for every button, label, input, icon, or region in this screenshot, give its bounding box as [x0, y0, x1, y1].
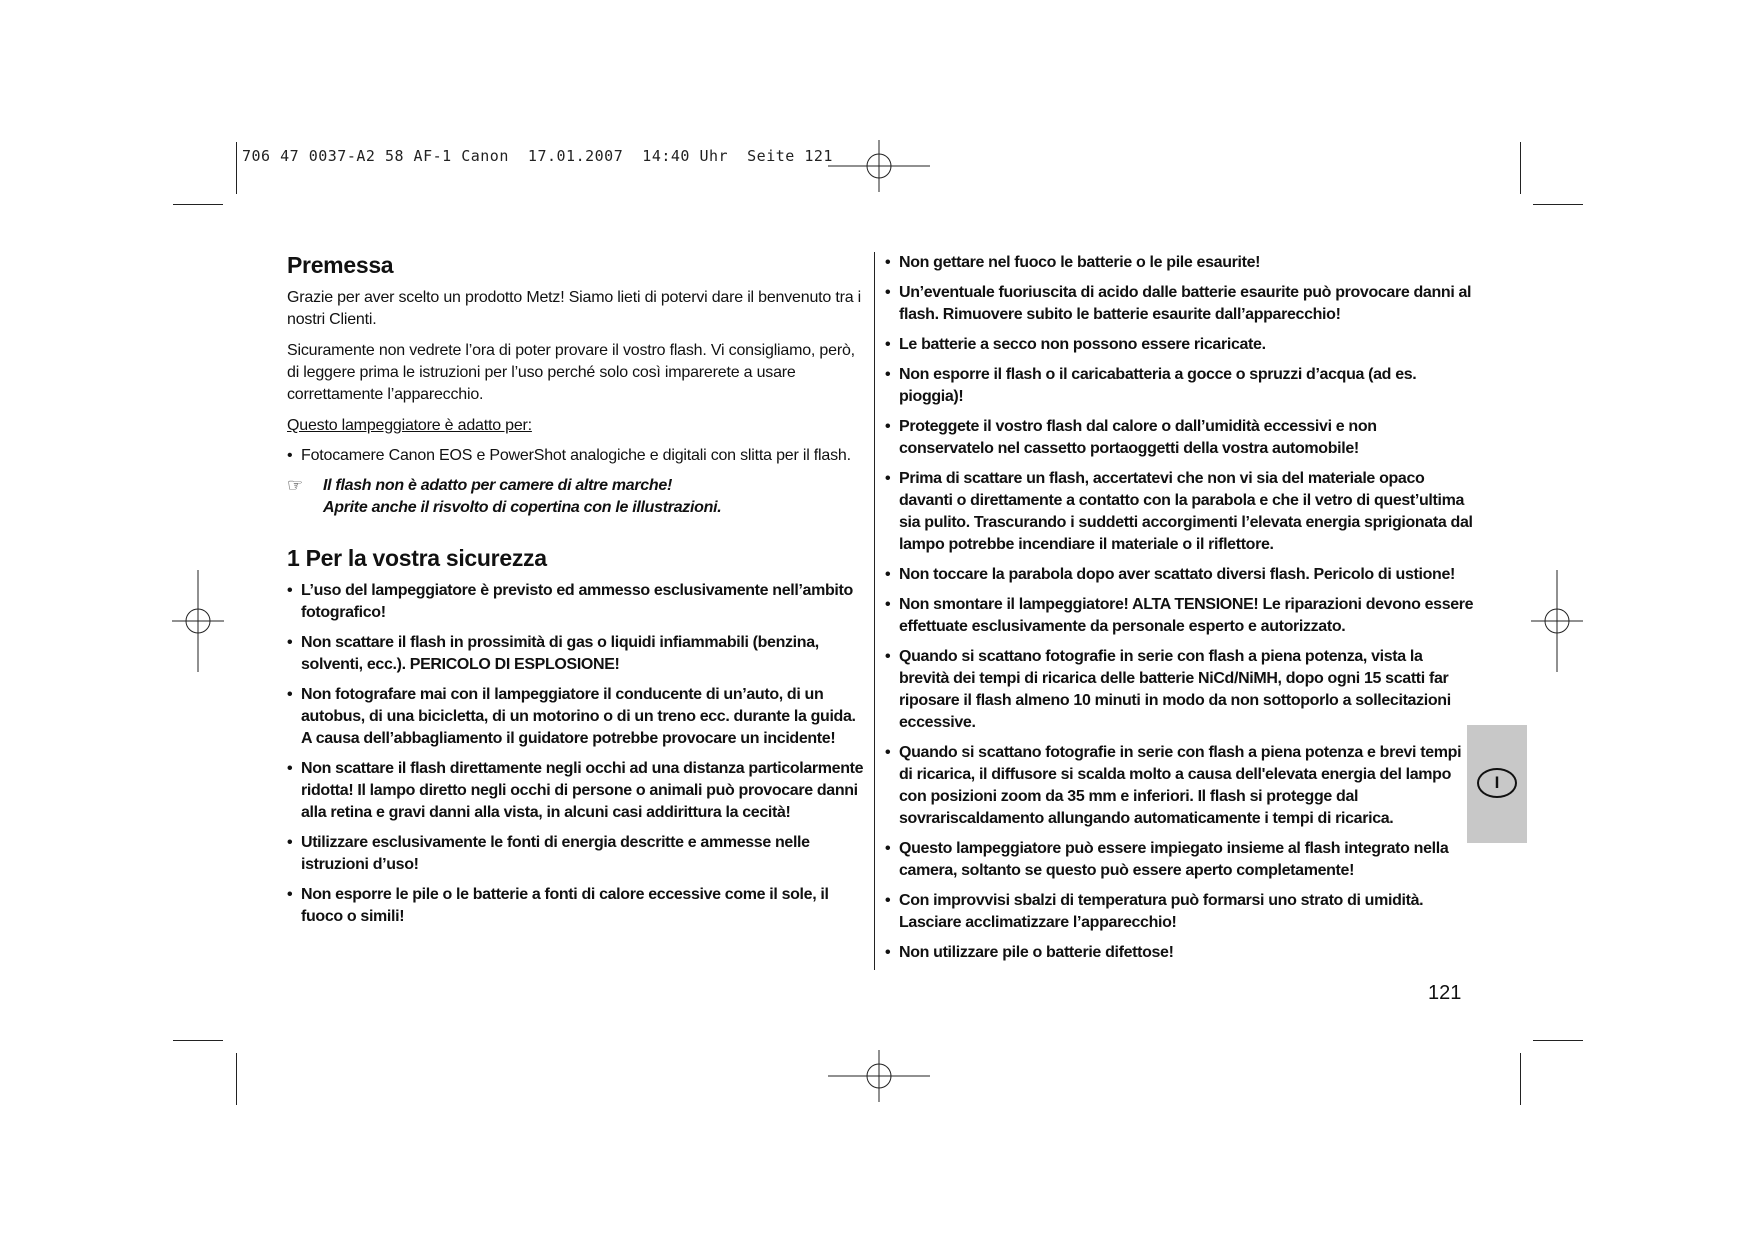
list-item: • Quando si scattano fotografie in serie con flash a piena potenza, vista la brevità dei tempi di ricarica delle batterie NiCd/NiMH, dopo ogni 15 scatti far riposare il flash almeno 10 minuti in modo da non sottoporlo a sollecitazioni eccessive.	[885, 646, 1475, 734]
language-tab	[1467, 725, 1527, 843]
intro-paragraph: Grazie per aver scelto un prodotto Metz! Siamo lieti di potervi dare il benvenuto tra i nostri Clienti.	[287, 289, 862, 328]
list-item: • Non toccare la parabola dopo aver scattato diversi flash. Pericolo di ustione!	[885, 564, 1475, 586]
crop-mark	[1533, 1040, 1583, 1041]
suitable-list	[287, 445, 867, 467]
list-item: • Non esporre il flash o il caricabatteria a gocce o spruzzi d’acqua (ad es. pioggia)!	[885, 364, 1475, 408]
intro-paragraph: Sicuramente non vedrete l’ora di poter provare il vostro flash. Vi consigliamo, però, di leggere prima le istruzioni per l’uso perché solo così imparerete a usare correttamente l’apparecchio.	[287, 342, 855, 403]
safety-list-continued	[885, 252, 1475, 964]
crop-mark	[1533, 204, 1583, 205]
list-item: • Questo lampeggiatore può essere impiegato insieme al flash integrato nella camera, soltanto se questo può essere aperto completamente!	[885, 838, 1475, 882]
page-number: 121	[1428, 982, 1462, 1004]
crop-mark	[236, 142, 237, 194]
crop-mark	[173, 1040, 223, 1041]
list-item: • Con improvvisi sbalzi di temperatura può formarsi uno strato di umidità. Lasciare acclimatizzare l’apparecchio!	[885, 890, 1475, 934]
registration-mark-icon	[828, 1050, 930, 1102]
note-line: Il flash non è adatto per camere di altre marche!	[323, 477, 672, 494]
list-item: • Non smontare il lampeggiatore! ALTA TENSIONE! Le riparazioni devono essere effettuate esclusivamente da personale esperto e autorizzato.	[885, 594, 1475, 638]
print-slug: 706 47 0037-A2 58 AF-1 Canon 17.01.2007 14:40 Uhr Seite 121	[242, 147, 833, 165]
right-column	[885, 252, 1475, 972]
crop-mark	[1520, 1053, 1521, 1105]
column-divider	[874, 252, 875, 970]
list-item: • Non utilizzare pile o batterie difettose!	[885, 942, 1475, 964]
list-item: • Non gettare nel fuoco le batterie o le pile esaurite!	[885, 252, 1475, 274]
list-item: • Le batterie a secco non possono essere ricaricate.	[885, 334, 1475, 356]
list-item: • Utilizzare esclusivamente le fonti di energia descritte e ammesse nelle istruzioni d’uso!	[287, 832, 867, 876]
crop-mark	[1520, 142, 1521, 194]
list-item: • Non esporre le pile o le batterie a fonti di calore eccessive come il sole, il fuoco o simili!	[287, 884, 867, 928]
note-line: Aprite anche il risvolto di copertina con le illustrazioni.	[323, 499, 722, 516]
registration-mark-icon	[1531, 570, 1583, 672]
crop-mark	[236, 1053, 237, 1105]
suitable-label: Questo lampeggiatore è adatto per:	[287, 417, 532, 434]
list-item: • L’uso del lampeggiatore è previsto ed ammesso esclusivamente nell’ambito fotografico!	[287, 580, 867, 624]
note-block	[287, 475, 867, 519]
crop-mark	[173, 204, 223, 205]
list-item: • Quando si scattano fotografie in serie con flash a piena potenza e brevi tempi di ricarica, il diffusore si scalda molto a causa dell'elevata energia del lampo con posizioni zoom da 35 mm e inferiori. Il flash si protegge dal sovrariscaldamento allungando automaticamente i tempi di ricarica.	[885, 742, 1475, 830]
list-item: • Proteggete il vostro flash dal calore o dall’umidità eccessivi e non conservatelo nel cassetto portaoggetti della vostra automobile!	[885, 416, 1475, 460]
list-item: • Fotocamere Canon EOS e PowerShot analogiche e digitali con slitta per il flash.	[287, 445, 867, 467]
list-item: • Non scattare il flash direttamente negli occhi ad una distanza particolarmente ridotta! Il lampo diretto negli occhi di persone o animali può provocare danni alla retina e gravi danni alla vista, in alcuni casi addirittura la cecità!	[287, 758, 867, 824]
safety-list	[287, 580, 867, 928]
list-item: • Non fotografare mai con il lampeggiatore il conducente di un’auto, di un autobus, di una bicicletta, di un motorino o di un treno ecc. durante la guida. A causa dell’abbagliamento il guidatore potrebbe provocare un incidente!	[287, 684, 867, 750]
registration-mark-icon	[828, 140, 930, 192]
list-item: • Un’eventuale fuoriuscita di acido dalle batterie esaurite può provocare danni al flash. Rimuovere subito le batterie esaurite dall’apparecchio!	[885, 282, 1475, 326]
registration-mark-icon	[172, 570, 224, 672]
list-item: • Non scattare il flash in prossimità di gas o liquidi infiammabili (benzina, solventi, ecc.). PERICOLO DI ESPLOSIONE!	[287, 632, 867, 676]
section-title-premessa: Premessa	[287, 252, 394, 278]
section-title-safety: 1 Per la vostra sicurezza	[287, 545, 547, 571]
list-item: • Prima di scattare un flash, accertatevi che non vi sia del materiale opaco davanti o direttamente a contatto con la parabola e che il vetro di quest’ultima sia pulito. Trascurando i suddetti accorgimenti l’elevata energia sprigionata dal lampo potrebbe incendiare il materiale o il riflettore.	[885, 468, 1475, 556]
language-badge: I	[1477, 768, 1517, 798]
left-column	[287, 252, 867, 936]
pointing-hand-icon: ☞	[287, 475, 304, 496]
